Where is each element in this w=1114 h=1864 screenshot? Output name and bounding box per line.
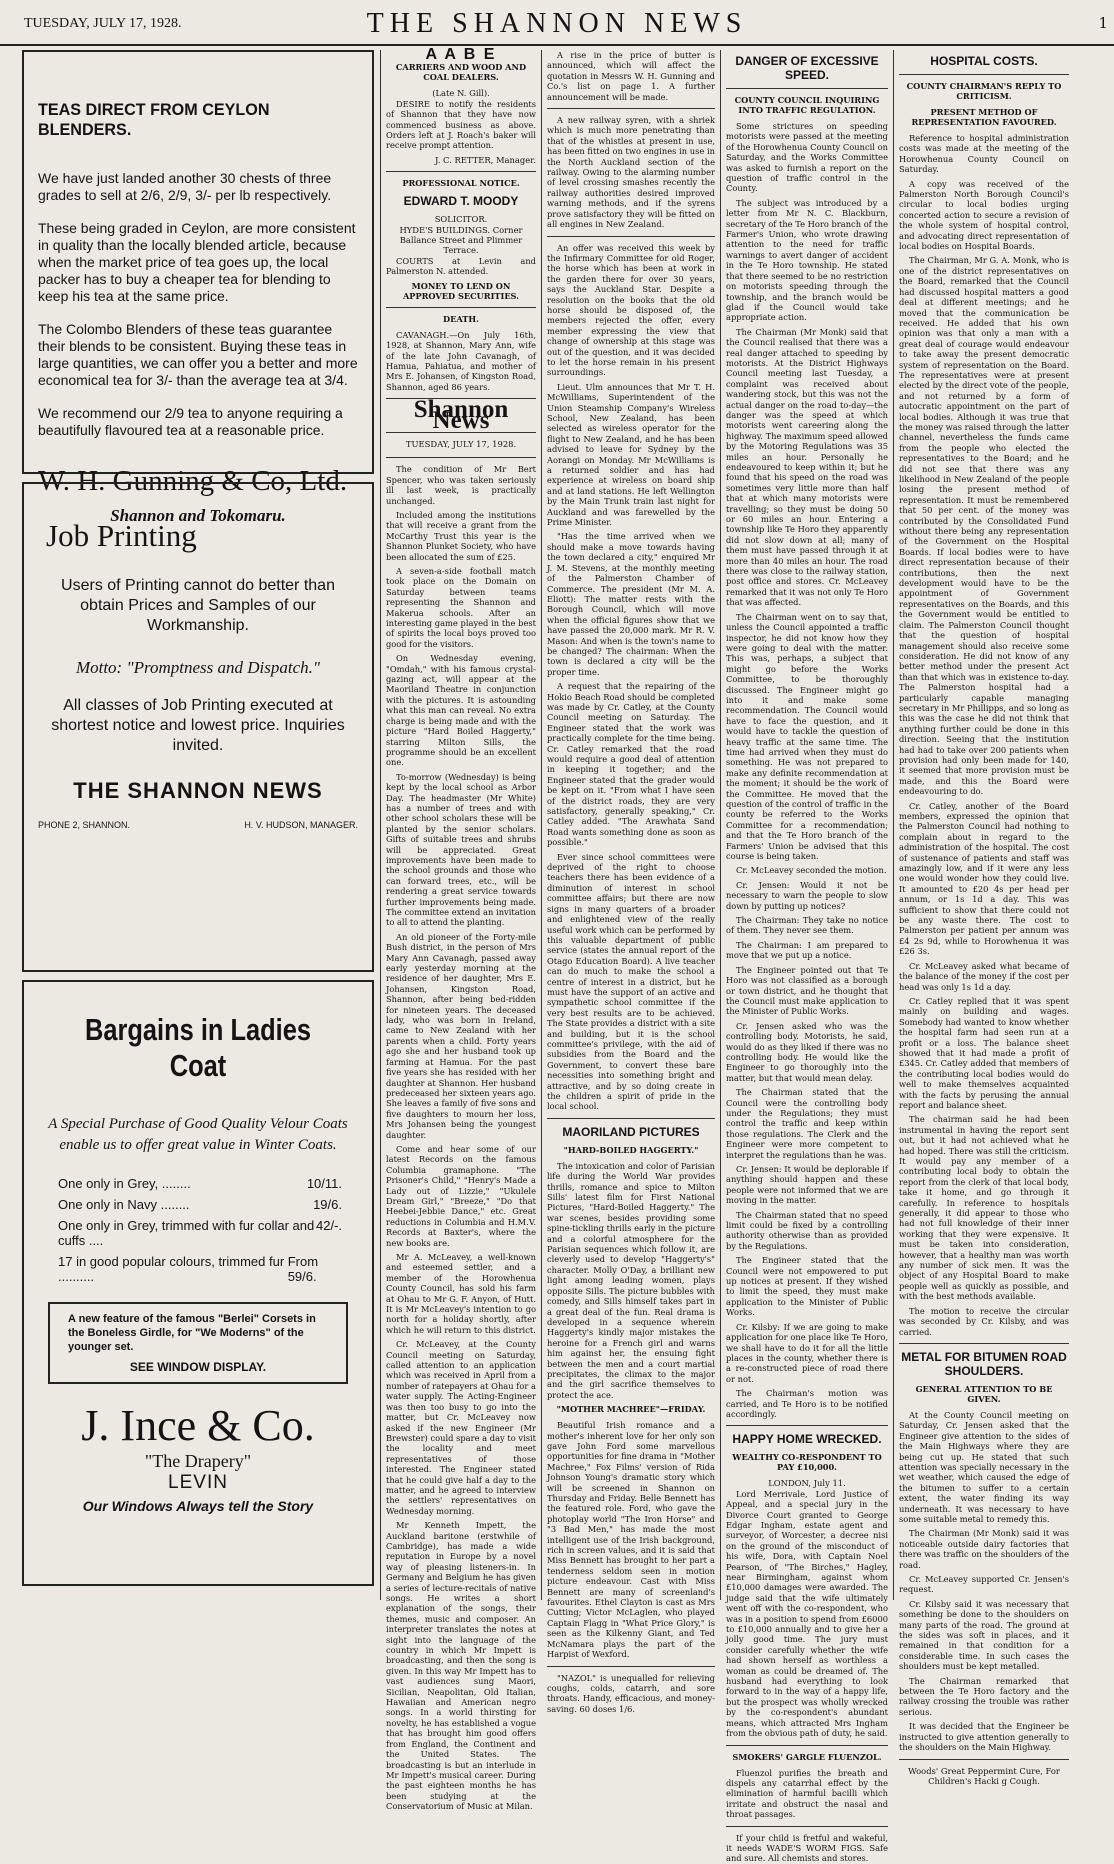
news-paragraph: At the County Council meeting on Saturday, Cr. Jensen asked that the Engineer give attention to the sides of the Main Highways where they are being cut up. He stated that such attention was specially necessary in the wet weather, which caused the edge of the bitumen to suffer to a certain extent, the water finding its way underneath. It was necessary to have some suitable metal to remedy this.	[899, 1409, 1069, 1524]
news-paragraph: Cr. Jensen asked who was the controlling body. Motorists, he said, would do as they liked if there was no controlling body. He would like the Engineer to go thoroughly into the matter, but that would mean delay.	[726, 1020, 888, 1083]
levin-town: LEVIN	[168, 1472, 228, 1493]
news-paragraph: The Chairman stated that no speed limit could be fixed by a controlling authority otherwise than as provided by the Regulations.	[726, 1209, 888, 1251]
divider	[386, 457, 536, 458]
news-paragraph: An offer was received this week by the Infirmary Committee for old Roger, the horse which has been at work in the garden there for over 30 years, says the Auckland Star. Despite a resolution on the books that the old horse should be disposed of, the members rejected the offer, every member expressing the view that change of ownership at this stage was out of the question, and it was decided to let the horse remain in his present surroundings.	[547, 242, 715, 378]
column-rule	[720, 50, 721, 1600]
news-paragraph: The chairman said he had been instrumental in having the report sent out, but it had not achieved what he had hoped. There was still the criticism. It would pay any member of a contributing local body to obtain the report from the clerk of that local body, take it home, and go through it carefully. In reference to hospitals generally, it did appear to those who had not full knowledge of their inner working that they were expensive. It must be taken into consideration, however, that a healthy man was worth any number of sick men. It was the object of any Hospital Board to make people well as quickly as possible, and with the best methods available.	[899, 1114, 1069, 1302]
job-printing-footer	[38, 820, 358, 830]
price-value: From 59/6.	[287, 1254, 319, 1284]
fluenzol-advert: Fluenzol purifies the breath and dispels any catarrhal effect by the elimination of harmful bacilli which irritate and obstruct the nasal and throat passages.	[726, 1767, 888, 1820]
news-paragraph: A request that the repairing of the Hokio Beach Road should be completed was made by Cr. Catley, at the County Council meeting on Saturday. The Engineer stated that the work was practically complete for the time being. Cr. Catley remarked that the road would require a good deal of attention in keeping it together; and the Engineer stated that the grader would be kept on it. "From what I have seen of the district roads, they are very satisfactory, generally speaking," Cr. Catley added. "The Arawhata Sand Road wants something done as soon as possible."	[547, 681, 715, 848]
tea-text: We have just landed another 30 chests of three grades to sell at 2/6, 2/9, 3/- per lb respectively.	[38, 170, 332, 203]
news-paragraph: Ever since school committees were deprived of the right to choose teachers there has been evidence of a diminution of interest in school committee affairs; but there are now signs in many quarters of a broader and enlightened view of the really useful work which can be performed by this valuable department of public service (states the annual report of the Otago Education Board). A live teacher can do much to make the school a centre of interest in a district, but he must have the support of an active and sympathetic school committee if the very best results are to be achieved. The State provides a district with a site and building, but it is the school committee's privilege, with the aid of subsidies from the Board and the Government, to convert these bare necessities into something bright and attractive, and by so doing create in the children a spirit of pride in the local school.	[547, 851, 715, 1112]
divider	[726, 1826, 888, 1827]
news-paragraph: A copy was received of the Palmerston North Borough Council's circular to local bodies urging concerted action to secure a revision of the whole system of hospital control, and advocating direct representation of local bodies on Hospital Boards.	[899, 178, 1069, 252]
news-paragraph: A seven-a-side football match took place on the Domain on Saturday between teams representing the Shannon and Makerua schools. After an interesting game played in the best of spirits the local boys proved too good for the visitors.	[386, 566, 536, 649]
column-date: TUESDAY, JULY 17, 1928.	[405, 438, 517, 449]
news-paragraph: The intoxication and color of Parisian life during the World War provides thrills, romance and spice to Milton Sills' latest film for First National Pictures, "Hard-Boiled Haggerty." The war scenes, besides providing some spine-tickling thrills early in the picture and a colorful atmosphere for the Parisian sequences which follow it, are cleverly used to develop "Haggerty's" character. Molly O'Day, a brilliant new light among leading women, plays opposite Sills. The picture bubbles with comedy, and Sills himself takes part in a great deal of the fun. Real drama is developed in a sequence wherein Haggerty's kindly major mistakes the heroine for a French girl and warns him against her, the ensuing fight between the men and a court martial precipitates, the climax to the major and the girl sacrifice themselves to protect the ace.	[547, 1160, 715, 1400]
news-paragraph: Cr. Jensen: It would be deplorable if anything should happen and these people were not informed that we are moving in the matter.	[726, 1164, 888, 1206]
column-rule	[893, 50, 894, 1600]
solicitor-label: SOLICITOR.	[434, 214, 488, 225]
job-printing-text: Users of Printing cannot do better than obtain Prices and Samples of our Workmanship.	[61, 577, 335, 634]
price-value: 42/-.	[315, 1218, 342, 1233]
news-paragraph: Lord Merrivale, Lord Justice of Appeal, and a special jury in the Divorce Court granted to George Edgar Ingham, estate agent and surveyor, of Worcester, a decree nisi on the ground of the misconduct of his wife, Dora, with Captain Noel Pearson, of "The Birches," Hagley, near Birmingham, against whom £10,000 damages were awarded. The judge said that the wife ultimately went off with the co-respondent, who was in a position to spend from £6000 to £10,000 annually and to give her a jolly good time. The jury must consider carefully whether the wife had shown herself as worthless a woman as could be dreamed of. The husband had everything to look forward to in the way of a happy life, but the prospect was wholly wrecked by the co-respondent's abundant means, which attracted Mrs Ingham from the obvious path of duty, he said.	[726, 1488, 888, 1739]
divider	[899, 74, 1069, 75]
column-rule	[541, 50, 542, 1600]
price-label: One only in Navy ........	[58, 1197, 190, 1212]
shannon-news-name: THE SHANNON NEWS	[73, 778, 323, 803]
news-paragraph: A new railway syren, with a shriek which is much more penetrating than that of the whistles at present in use, has been fitted on two engines in use in the North Auckland section of the railway. Owing to the alarming number of level crossing smashes recently the railway authorities desired improved warning methods, and if the syrens prove satisfactory they will be fitted on all engines in New Zealand.	[547, 115, 715, 230]
news-paragraph: Lieut. Ulm announces that Mr T. H. McWilliams, Superintendent of the Union Steamship Company's Wireless School, New Zealand, has been selected as wireless operator for the flight to New Zealand, and he has been advised to leave for Sydney by the Aorangi on Monday. Mr McWilliams is a returned soldier and has had experience at wireless on board ship and at land stations. He left Wellington by the Main Trunk train last night for Auckland and was farewelled by the Prime Minister.	[547, 381, 715, 528]
coat-subheading: A Special Purchase of Good Quality Velour Coats enable us to offer great value in Winter Coats.	[48, 1116, 348, 1153]
aabe-late: (Late N. Gill).	[432, 88, 490, 99]
news-paragraph: It was decided that the Engineer be instructed to give attention generally to the shoulders on the Main Highway.	[899, 1721, 1069, 1753]
death-heading: DEATH.	[443, 313, 479, 324]
coat-advertisement	[22, 980, 374, 1586]
news-paragraph: A rise in the price of butter is announced, which will affect the quotation in Messrs W. H. Gunning and Co.'s list on page 1. A further announcement will be made.	[547, 50, 715, 102]
berlei-text: A new feature of the famous "Berlei" Corsets in the Boneless Girdle, for "We Moderns" of the younger set.	[68, 1313, 316, 1353]
news-paragraph: Cr. McLeavey supported Cr. Jensen's request.	[899, 1574, 1069, 1595]
tea-text: The Colombo Blenders of these teas guarantee their blends to be consistent. Buying these teas in large quantities, we can offer you a better and more economical tea for 3/- than the average tea at 3/4.	[38, 321, 358, 388]
hard-boiled-haggerty-subheading: "HARD-BOILED HAGGERTY."	[563, 1144, 699, 1155]
metal-bitumen-subheading: GENERAL ATTENTION TO BE GIVEN.	[915, 1383, 1053, 1404]
gunning-locations: Shannon and Tokomaru.	[110, 506, 286, 525]
divider	[547, 108, 715, 109]
nazol-advert: "NAZOL" is unequalled for relieving coughs, colds, catarrh, and sore throats. Handy, efficacious, and money-saving. 60 doses 1/6.	[547, 1672, 715, 1714]
job-printing-advertisement	[22, 482, 374, 972]
death-notice: CAVANAGH.—On July 16th, 1928, at Shannon, Mary Ann, wife of the late John Cavanagh, of Hamua, Pahiatua, and mother of Mrs E. Johansen, of Kingston Road, Shannon, aged 86 years.	[386, 329, 536, 392]
maoriland-pictures-heading: MAORILAND PICTURES	[562, 1124, 700, 1139]
tea-text: These being graded in Ceylon, are more consistent in quality than the locally blended article, because when the market price of tea goes up, the local packer has to buy a cheaper tea for blending to keep his tea at the same price.	[38, 220, 356, 304]
divider	[726, 88, 888, 89]
news-paragraph: The condition of Mr Bert Spencer, who was taken seriously ill last week, is practically unchanged.	[386, 464, 536, 506]
news-paragraph: Cr. McLeavey seconded the motion.	[736, 865, 887, 876]
divider	[547, 236, 715, 237]
tea-text: We recommend our 2/9 tea to anyone requiring a beautifully flavoured tea at a reasonable price.	[38, 405, 343, 438]
news-paragraph: Included among the institutions that will receive a grant from the McCarthy Trust this year is the Shannon Plunket Society, who have been allocated the sum of £25.	[386, 509, 536, 562]
news-column-4	[547, 50, 715, 1714]
ince-tagline: Our Windows Always tell the Story	[82, 1498, 314, 1514]
news-paragraph: The Chairman remarked that between the Te Horo factory and the railway crossing the trouble was rather serious.	[899, 1675, 1069, 1717]
divider	[386, 307, 536, 308]
happy-home-wrecked-heading: HAPPY HOME WRECKED.	[732, 1432, 882, 1447]
price-line	[58, 1176, 358, 1191]
divider	[726, 1425, 888, 1426]
hydes-buildings: HYDE'S BUILDINGS. Corner Ballance Street and Plimmer Terrace.	[399, 224, 523, 256]
news-paragraph: The subject was introduced by a letter from Mr N. C. Blackburn, secretary of the Te Horo branch of the Farmer's Union, who wrote drawing attention to the need for traffic warnings to avert danger of accident in the Te Horo township. He stated that there seemed to be no restriction on motorists speeding through the township, and the branch would be glad if the Council would take appropriate action.	[726, 197, 888, 323]
phone-number: PHONE 2, SHANNON.	[38, 820, 131, 830]
the-drapery: "The Drapery"	[144, 1451, 252, 1471]
news-paragraph: Cr. McLeavey asked what became of the balance of the money if the cost per head was only 1s 1d a day.	[899, 960, 1069, 992]
tea-heading: TEAS DIRECT FROM CEYLON BLENDERS.	[38, 100, 270, 139]
aabe-heading: A A B E	[425, 46, 497, 63]
news-paragraph: The Engineer pointed out that Te Horo was not classified as a borough or town district, and he thought that the Council must make application to the Minister of Public Works.	[726, 964, 888, 1017]
manager-name: H. V. HUDSON, MANAGER.	[244, 820, 358, 830]
column-rule	[380, 50, 381, 1600]
excessive-speed-subheading: COUNTY COUNCIL INQUIRING INTO TRAFFIC REGULATION.	[734, 95, 880, 115]
news-column-6	[899, 50, 1069, 1786]
price-line	[58, 1218, 358, 1248]
happy-home-subheading: WEALTHY CO-RESPONDENT TO PAY £10,000.	[732, 1452, 882, 1473]
page-number: 1	[1098, 14, 1108, 32]
divider	[899, 1759, 1069, 1760]
news-paragraph: Some strictures on speeding motorists were passed at the meeting of the Horowhenua County Council on Saturday, and the Works Committee was asked to furnish a report on the question of traffic control in the County.	[726, 121, 888, 194]
news-paragraph: "Has the time arrived when we should make a move towards having the town declared a city," enquired Mr J. M. Stevens, at the monthly meeting of the Palmerston Chamber of Commerce. The president (Mr M. A. Eliott): The matter rests with the Borough Council, which will move when the official figures show that we have passed the 20,000 mark. Mr R. V. Mason: And when is the town's name to be changed? The chairman: When the town is declared a city will be the proper time.	[547, 531, 715, 677]
news-paragraph: The Chairman: I am prepared to move that we put up a notice.	[726, 939, 888, 961]
divider	[726, 1745, 888, 1746]
news-paragraph: The Chairman (Mr Monk) said it was noticeable outside dairy factories that there was traffic on the shoulders of the road.	[899, 1528, 1069, 1570]
ince-firm-name: J. Ince & Co.	[81, 1401, 315, 1450]
news-paragraph: The Chairman's motion was carried, and Te Horo is to be notified accordingly.	[726, 1388, 888, 1419]
news-paragraph: Reference to hospital administration costs was made at the meeting of the Horowhenua County Council on Saturday.	[899, 133, 1069, 175]
gunning-firm-name: W. H. Gunning & Co, Ltd.	[38, 465, 348, 497]
news-column-5	[726, 50, 888, 1864]
news-paragraph: The Chairman went on to say that, unless the Council appointed a traffic inspector, he did not know how they were going to deal with the matter. This was, perhaps, a subject that might go before the Works Committee, to be thoroughly discussed. The Engineer might go into it and make some recommendation. The Council would have to face the question, and it would have to tackle the question of heavy traffic at the same time. The time had arrived when they must do something. He was not prepared to make any definite recommendation at the moment; it should be the work of the Committee. He moved that the question of the control of traffic in the county be referred to the Works Committee for a recommendation; and that the Te Horo branch of the Farmers' Union be advised that this course is being taken.	[726, 611, 888, 862]
dateline: LONDON, July 11.	[768, 1478, 846, 1489]
ads-column	[22, 50, 374, 1600]
news-paragraph: The motion to receive the circular was seconded by Cr. Kilsby, and was carried.	[899, 1305, 1069, 1337]
masthead	[0, 0, 1114, 46]
hospital-costs-heading: HOSPITAL COSTS.	[930, 54, 1038, 68]
hospital-costs-subheading: PRESENT METHOD OF REPRESENTATION FAVOURED.	[911, 107, 1057, 127]
worm-figs-advert: If your child is fretful and wakeful, it needs WADE'S WORM FIGS. Safe and sure. All chemists and stores.	[726, 1832, 888, 1864]
courts-notice: COURTS at Levin and Palmerston N. attended.	[386, 255, 536, 277]
job-printing-heading: Job Printing	[46, 518, 197, 553]
news-paragraph: Come and hear some of our latest Records on the famous Columbia gramaphone. "The Prisoner's Child," "Henry's Made a Lady out of Lizzie," "Ukulele Dream Girl," "Breeze," "Do that Heebei-Jebbie Dance," etc. Great reductions in Columbia and H.M.V. Records at Baxter's, where the new books are.	[386, 1143, 536, 1248]
masthead-date: TUESDAY, JULY 17, 1928.	[24, 16, 182, 31]
price-label: One only in Grey, trimmed with fur collar and cuffs ....	[58, 1218, 315, 1248]
news-paragraph: The Chairman (Mr Monk) said that the Council realised that there was a real danger attached to speeding by motorists. At the District Highways Council meeting last Tuesday, a complaint was received about wandering stock, but this was not the actual danger on the road to-day—the danger was the speed at which motorists went careering along the highway. The maximum speed allowed by the Motoring Regulations was 35 miles an hour. Personally he endeavoured to keep within it; but he found that his speed on the road was sometimes very little more than half that at which many motorists were travelling; so they must be doing 50 or 60 miles an hour. Entering a township like Te Horo they apparently did not slow down at all; many of them must have passed through it at more than 40 miles an hour. The road there was close to the railway station, post office and stores. Cr. McLeavey remarked that it was not only Te Horo that was affected.	[726, 326, 888, 608]
berlei-corset-box	[48, 1302, 348, 1384]
coat-heading: Bargains in Ladies Coat	[84, 1012, 312, 1083]
excessive-speed-heading: DANGER OF EXCESSIVE SPEED.	[735, 54, 879, 82]
news-paragraph: An old pioneer of the Forty-mile Bush district, in the person of Mrs Mary Ann Cavanagh, passed away early yesterday morning at the residence of her daughter, Mrs E. Johansen, Kingston Road, Shannon, after being bed-ridden for nineteen years. The deceased lady, who was born in Ireland, came to New Zealand with her parents when a child. Forty years ago she and her husband took up farming at Hamua. For the past five years she has resided with her daughter at Shannon. Her husband predeceased her sixteen years ago. She leaves a family of five sons and five daughters to mourn her loss, Mrs Johansen being the youngest daughter.	[386, 931, 536, 1140]
news-column-3	[386, 46, 536, 1812]
news-paragraph: The Chairman, Mr G. A. Monk, who is one of the district representatives on the Board, remarked that the Council had discussed hospital matters a good deal at different meetings; and he moved that the communication be received. He added that his own opinion was that only a man with a great deal of courage would endeavour to take away the present democratic system of representation on the Board. The representatives were at present elected by the direct vote of the people, and not returned by a form of autocratic appointment on the part of local bodies. Although it was true that the money was raised through the latter channel, nevertheless the funds came from the people who elected the representatives to the Board; and he did not see that there was any likelihood in New Zealand of the people losing the present method of representation. It must be remembered that 50 per cent. of the money was contributed by the Consolidated Fund without there being any representation of the Government on the Hospital Boards. If local bodies were to have direct representation because of their contributions, then the next development would have to be the appointment of Government representatives on the Boards, and this the Government would be entitled to claim. The Palmerston Council thought that the question of hospital management should also receive some consideration. He did not know of any better method under the present Act than that which was in existence to-day. The Palmerston hospital had a particularly capable managing secretary in Mr Phillipps, and so long as this was the case he did not think that anything further could be done in this direction. Seeing that the institution had had to take over 200 patients when provision had only been made for 140, it seemed that more provision must be made, and this the Board were endeavouring to do.	[899, 255, 1069, 797]
news-paragraph: Cr. Kilsby: If we are going to make application for one place like Te Horo, we shall have to do it for all the little places in the county, whether there is a re-constructed piece of road there or not.	[726, 1321, 888, 1384]
news-paragraph: The Chairman: They take no notice of them. They never see them.	[726, 915, 888, 936]
price-line	[58, 1254, 358, 1284]
mother-machree-subheading: "MOTHER MACHREE"—FRIDAY.	[556, 1404, 706, 1415]
price-line	[58, 1197, 358, 1212]
aabe-subheading: CARRIERS AND WOOD AND COAL DEALERS.	[395, 62, 527, 83]
professional-notice: PROFESSIONAL NOTICE.	[402, 178, 520, 189]
divider	[547, 1118, 715, 1119]
news-paragraph: Mr A. McLeavey, a well-known and esteemed settler, and a member of the Horowhenua County Council, has sold his farm at Ohau to Mr G. F. Anyon, of Hutt. It is Mr McLeavey's intention to go north for a holiday shortly, after which he will return to this district.	[386, 1252, 536, 1335]
news-paragraph: Cr. McLeavey, at the County Council meeting on Saturday, called attention to an application which was received in April from a number of ratepayers at Ohau for a water supply. The Acting-Engineer was then too busy to go into the matter, but Cr. McLeavey now asked if the new Engineer (Mr Brewster) could spare a day to visit the locality and meet representatives of those interested. The Engineer stated that he could give half a day to the matter, and he agreed to interview the settlers' representatives on Wednesday morning.	[386, 1339, 536, 1516]
news-paragraph: Cr. Catley replied that it was spent mainly on building and wages. Somebody had wanted to know whether the hospital farm had seen run at a profit or a loss. The balance sheet showed that it had made a profit of £345. Cr. Catley added that members of the contributing local bodies would do well to make themselves acquainted with the facts by perusing the annual report and balance sheet.	[899, 995, 1069, 1110]
news-paragraph: Mr Kenneth Impett, the Auckland baritone (erstwhile of Cambridge), has made a wide reputation in Europe by a novel way of pleasing listeners-in. In Germany and Belgium he has given a series of lecture-recitals of native songs. He writes a short explanation of the songs, their themes, music and composer. An interpreter translates the notes at sight into the language of the country in which Mr Impett is broadcasting, and then the song is given. In this way Mr Impett has to vast audiences sung Maori, Sicilian, Neapolitan, Old Italian, Hawaiian and American negro songs. In a world thirsting for novelty, he has established a vogue that has brought him good offers from England, the Continent and the United States. The broadcasting is but an interlude in Mr Impett's musical career. During the past eighteen months he has been studying at the Conservatorium of Music at Milan.	[386, 1520, 536, 1812]
moody-name: EDWARD T. MOODY	[403, 194, 519, 209]
hospital-costs-subheading: COUNTY CHAIRMAN'S REPLY TO CRITICISM.	[906, 81, 1062, 101]
news-paragraph: Cr. Catley, another of the Board members, expressed the opinion that the Palmerston Council had nothing to complain about in regard to the administration of the hospital. The cost of sustenance of patients and staff was amazingly low, and if it were any less one would wonder how they could live. It amounted to £20 4s per head per annum, or 1s 1d a day. This was sufficient to show that there could not be any waste there. The cost to Palmerston per patient per annum was £4 2s 9d, while to Horowhenua it was £26 3s.	[899, 800, 1069, 957]
aabe-notice: DESIRE to notify the residents of Shannon that they have now commenced business as above. Orders left at J. Roach's baker will receive prompt attention.	[386, 98, 536, 151]
woods-peppermint-advert: Woods' Great Peppermint Cure, For Children's Hacki g Cough.	[908, 1765, 1060, 1786]
news-paragraph: To-morrow (Wednesday) is being kept by the local school as Arbor Day. The headmaster (Mr White) has a number of trees and with other school scholars these will be planted by the senior scholars. Gifts of suitable trees and shrubs will be appreciated. Great improvements have been made to the school grounds and those who can forward trees, etc., will be rendering a great service towards further improvements being made. The committee extend an invitation to all to attend the planting.	[386, 771, 536, 928]
see-window-display: SEE WINDOW DISPLAY.	[129, 1360, 267, 1374]
price-value: 10/11.	[306, 1176, 342, 1191]
news-paragraph: On Wednesday evening, "Omdah," with his famous crystal-gazing act, will appear at the Maoriland Theatre in conjunction with the pictures. It is astounding what this man can reveal. No extra charge is being made and with the picture "Hard Boiled Haggerty," starring Milton Sills, the programme should be an excellent one.	[386, 653, 536, 768]
job-printing-motto: Motto: "Promptness and Dispatch."	[75, 658, 321, 677]
news-paragraph: The Chairman stated that the Council were the controlling body under the Regulations; they must control the traffic and keep within those regulations. The Clerk and the Engineer were more competent to interpret the regulations than he was.	[726, 1087, 888, 1160]
news-paragraph: The Engineer stated that the Council were not empowered to put up notices at present. If they wished to limit the speed, they must make application to the Minister of Public Works.	[726, 1255, 888, 1318]
aabe-signature: J. C. RETTER, Manager.	[435, 154, 536, 165]
metal-bitumen-heading: METAL FOR BITUMEN ROAD SHOULDERS.	[901, 1349, 1067, 1378]
news-paragraph: Cr. Kilsby said it was necessary that something be done to the shoulders on many parts of the road. The ground at the sides was soft in places, and it remained in that condition for a considerable time. In such cases the shoulders must be kept metalled.	[899, 1598, 1069, 1672]
news-paragraph: Cr. Jensen: Would it not be necessary to warn the people to slow down by putting up notices?	[726, 879, 888, 911]
price-label: One only in Grey, ........	[58, 1176, 191, 1191]
job-printing-text: All classes of Job Printing executed at shortest notice and lowest price. Inquiries invited.	[51, 697, 345, 754]
divider	[547, 1666, 715, 1667]
tea-advertisement	[22, 50, 374, 525]
smokers-gargle-heading: SMOKERS' GARGLE FLUENZOL.	[732, 1751, 882, 1762]
masthead-title: THE SHANNON NEWS	[366, 8, 748, 39]
divider	[899, 1343, 1069, 1344]
price-label: 17 in good popular colours, trimmed fur ..........	[58, 1254, 285, 1284]
price-value: 19/6.	[313, 1197, 342, 1212]
shannon-news-masthead: Shannon News	[413, 396, 509, 434]
money-to-lend: MONEY TO LEND ON APPROVED SECURITIES.	[402, 280, 520, 301]
divider	[386, 171, 536, 172]
news-paragraph: Beautiful Irish romance and a mother's inherent love for her only son gave John Ford some marvellous opportunities for fine drama in "Mother Machree," Fox Films' version of Rida Johnson Young's dramatic story which will be screened in Shannon on Thursday and Friday. Belle Bennett has the featured role. Ford, who gave the photoplay world "The Iron Horse" and "3 Bad Men," has made the most intelligent use of the Irish background, rich in screen values, and it is said that Miss Bennett has brought to her part a tenderness seldom seen in motion picture endeavour. Cast with Miss Bennett are many of screenland's favourites. Ethel Clayton is cast as Mrs Cutting; Victor McLaglen, who played Captain Flagg in "What Price Glory," is seen as the Kilkenny Giant, and Ted McNamara plays the part of the Harpist of Wexford.	[547, 1420, 715, 1660]
